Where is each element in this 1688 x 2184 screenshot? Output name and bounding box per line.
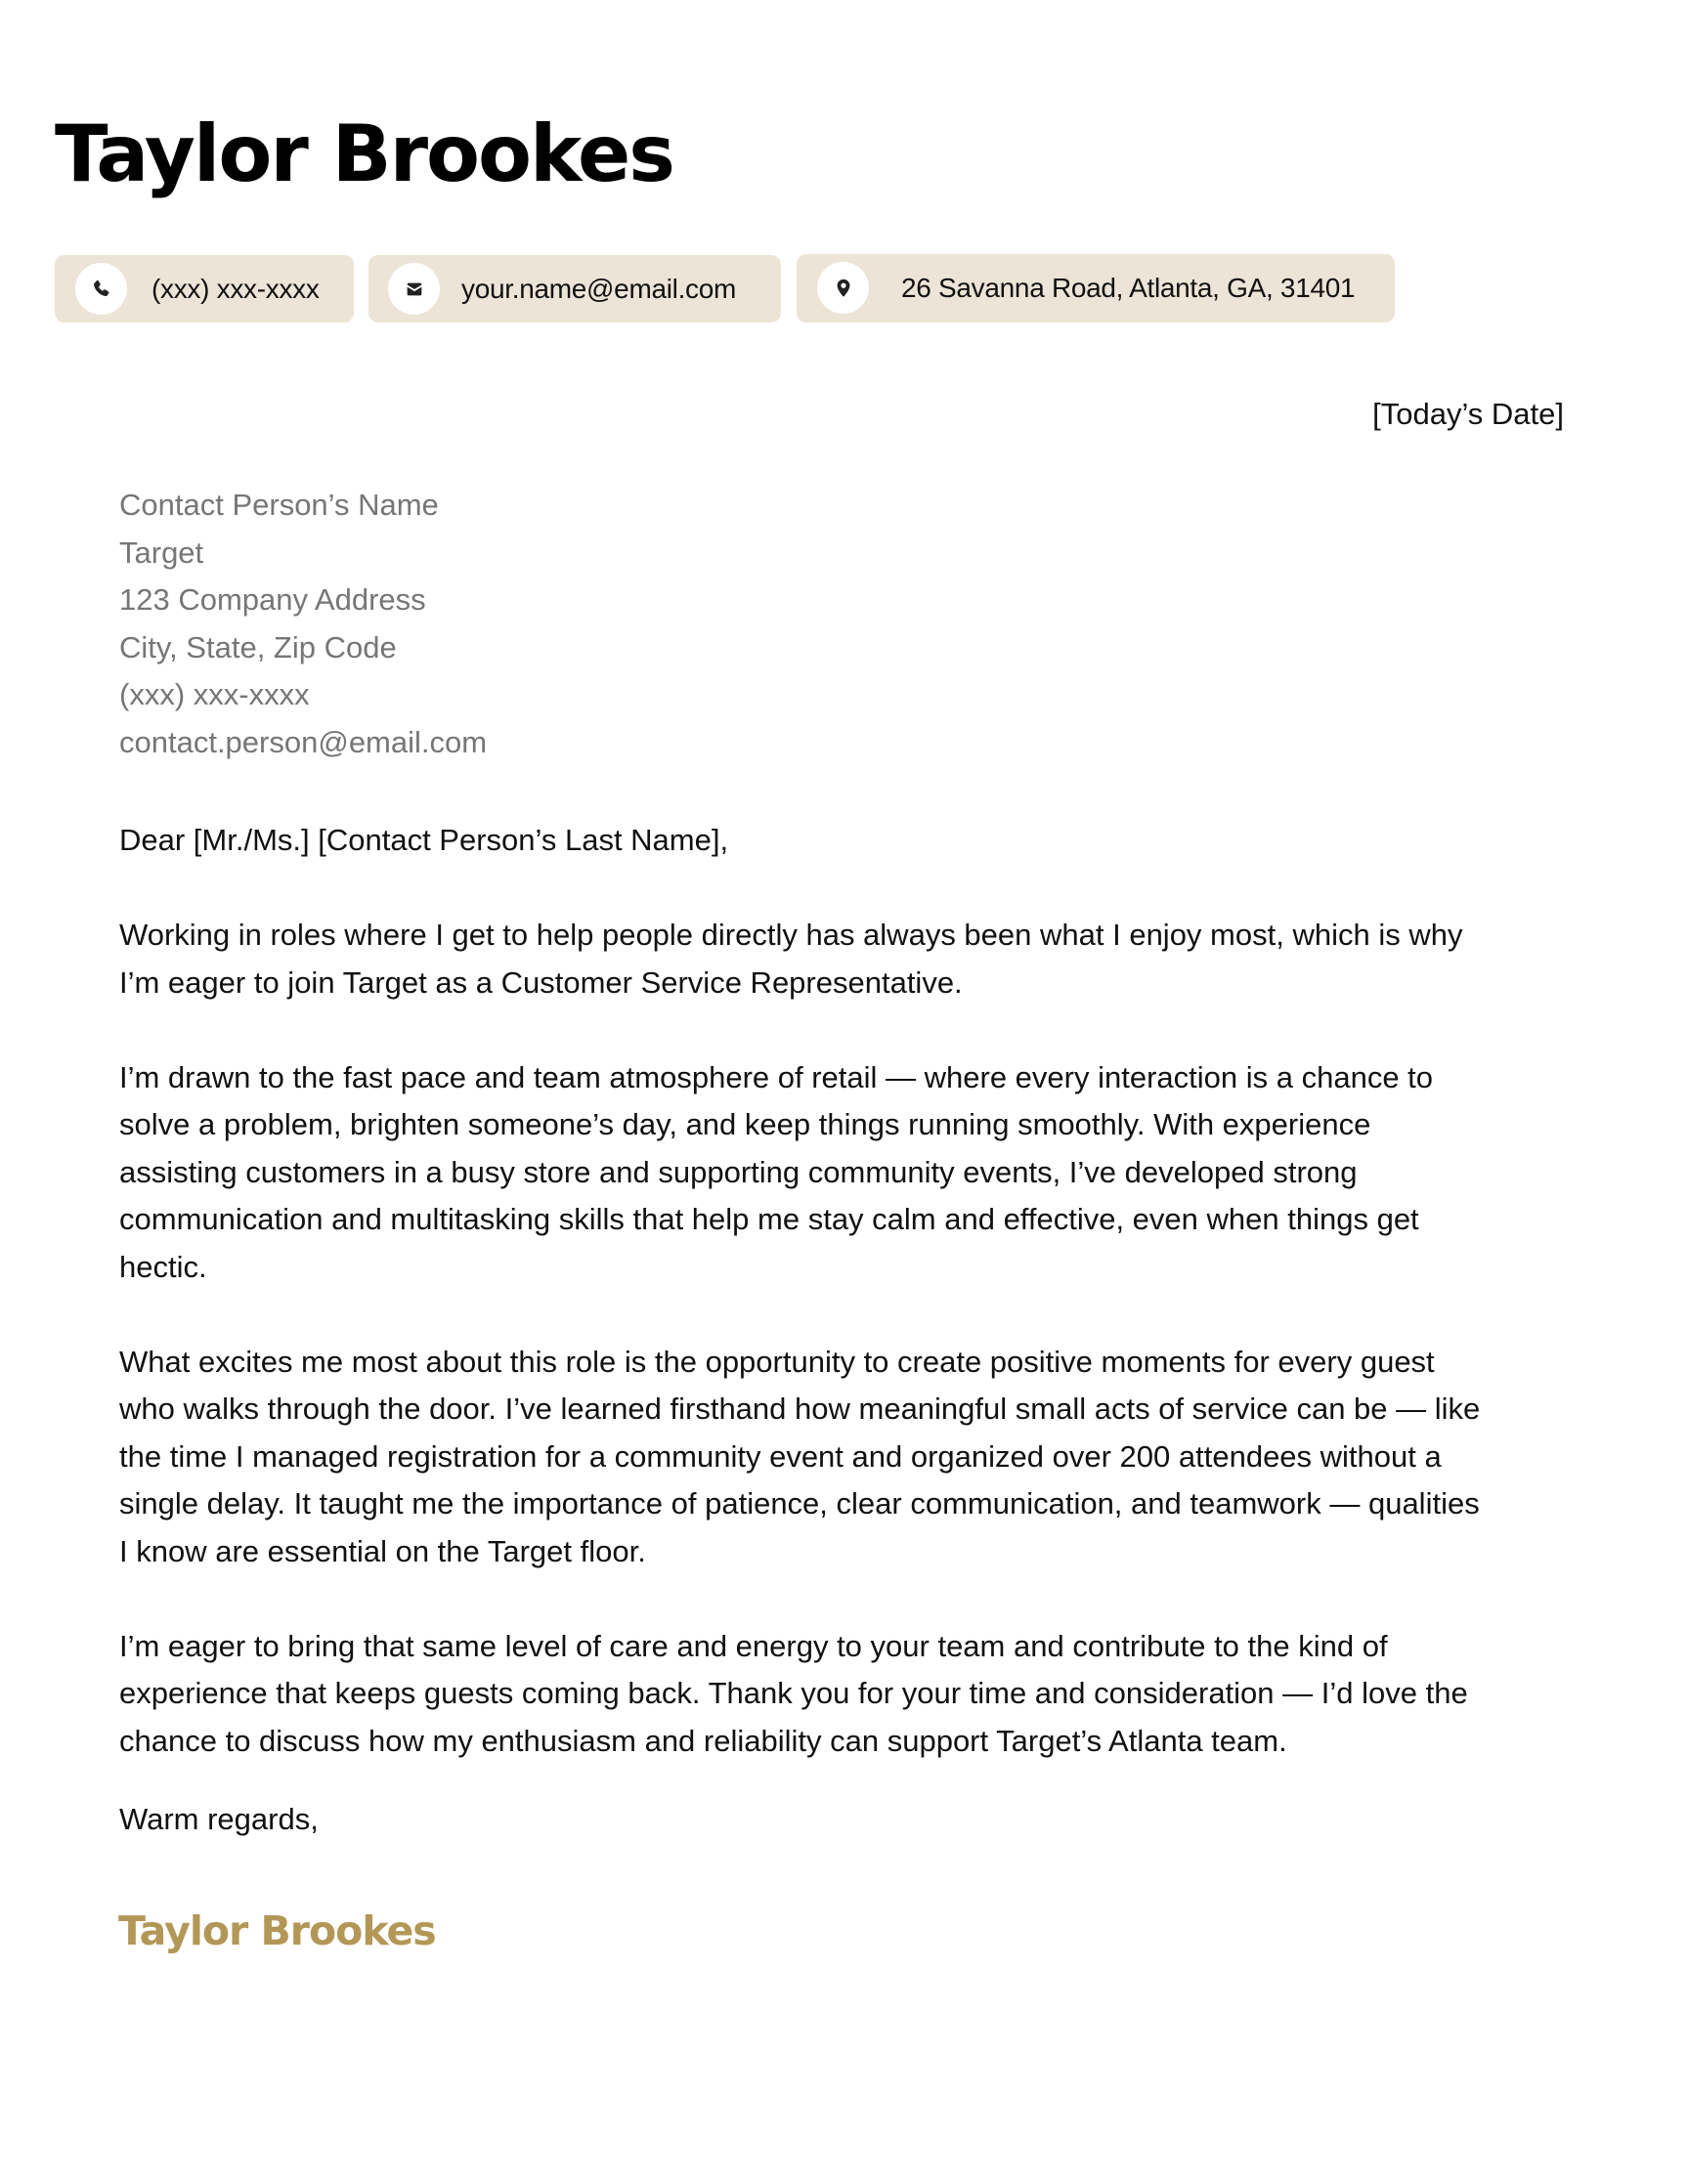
paragraph-line: chance to discuss how my enthusiasm and reliability can support Target’s Atlanta team. xyxy=(119,1723,1287,1758)
contact-pill-address xyxy=(797,254,1395,322)
recipient-email: contact.person@email.com xyxy=(119,724,488,759)
paragraph-line: who walks through the door. I’ve learned firsthand how meaningful small acts of service can be — like xyxy=(119,1392,1481,1426)
map-pin-icon xyxy=(817,262,869,314)
contact-pill-email xyxy=(368,255,781,322)
paragraph-line: I know are essential on the Target floor. xyxy=(119,1533,646,1568)
envelope-icon xyxy=(388,263,440,315)
paragraph-line: solve a problem, brighten someone’s day, and keep things running smoothly. With experience xyxy=(119,1107,1371,1141)
paragraph-line: hectic. xyxy=(119,1249,207,1284)
contact-email-text: your.name@email.com xyxy=(461,274,737,304)
paragraph-line: I’m eager to bring that same level of care and energy to your team and contribute to the kind of xyxy=(119,1628,1388,1663)
paragraph-line: communication and multitasking skills that help me stay calm and effective, even when things get xyxy=(119,1202,1419,1236)
contact-address-text: 26 Savanna Road, Atlanta, GA, 31401 xyxy=(901,273,1356,303)
applicant-name: Taylor Brookes xyxy=(55,108,673,199)
paragraph-line: Working in roles where I get to help people directly has always been what I enjoy most, which is why xyxy=(119,918,1463,952)
paragraph-line: single delay. It taught me the importance of patience, clear communication, and teamwork — qualities xyxy=(119,1486,1480,1520)
paragraph-closing xyxy=(119,1623,1576,1766)
paragraph-experience xyxy=(119,1054,1576,1292)
paragraph-line: the time I managed registration for a community event and organized over 200 attendees without a xyxy=(119,1438,1442,1474)
recipient-block xyxy=(119,482,487,766)
paragraph-line: assisting customers in a busy store and supporting community events, I’ve developed strong xyxy=(119,1154,1358,1189)
paragraph-line: I’m eager to join Target as a Customer Service Representative. xyxy=(119,964,963,1000)
recipient-address: 123 Company Address xyxy=(119,582,426,617)
signoff: Warm regards, xyxy=(119,1802,319,1836)
salutation: Dear [Mr./Ms.] [Contact Person’s Last Name], xyxy=(119,823,729,857)
recipient-city-state-zip: City, State, Zip Code xyxy=(119,629,397,664)
phone-icon xyxy=(75,263,127,315)
signature: Taylor Brookes xyxy=(118,1907,436,1954)
recipient-name: Contact Person’s Name xyxy=(119,488,439,522)
contact-phone-text: (xxx) xxx-xxxx xyxy=(151,274,320,304)
paragraph-motivation xyxy=(119,1339,1576,1576)
paragraph-line: I’m drawn to the fast pace and team atmosphere of retail — where every interaction is a chance to xyxy=(119,1059,1434,1094)
paragraph-intro xyxy=(119,912,1576,1006)
paragraph-line: What excites me most about this role is the opportunity to create positive moments for every guest xyxy=(119,1344,1435,1379)
recipient-phone: (xxx) xxx-xxxx xyxy=(119,677,310,711)
letter-body xyxy=(119,817,1576,1813)
letter-date: [Today’s Date] xyxy=(1372,397,1564,431)
recipient-company: Target xyxy=(119,535,204,570)
paragraph-line: experience that keeps guests coming back. Thank you for your time and consideration — I’d love the xyxy=(119,1676,1468,1710)
contact-pill-phone xyxy=(55,255,354,322)
